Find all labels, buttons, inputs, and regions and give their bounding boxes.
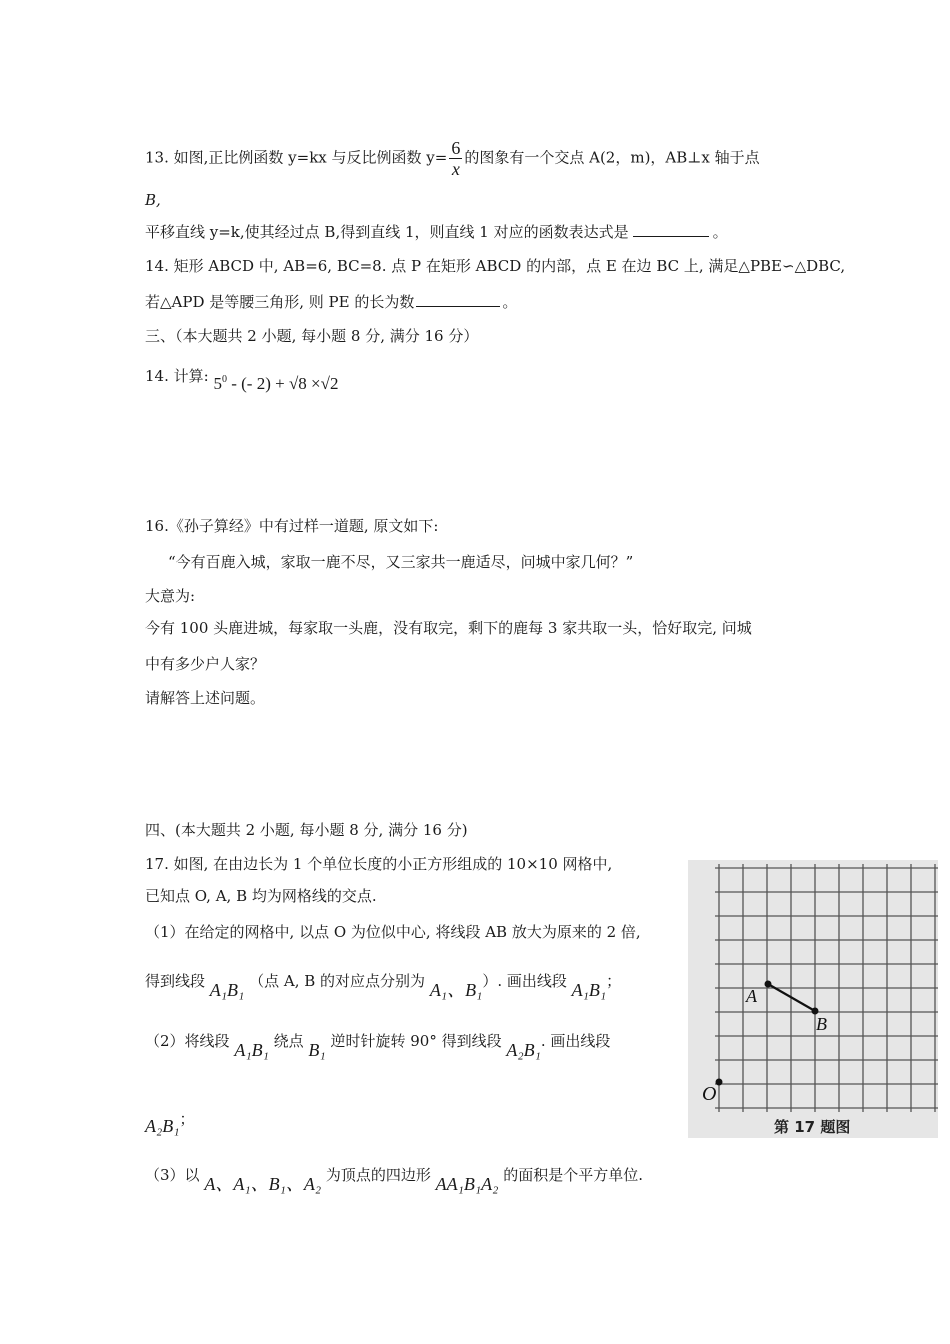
q17-p1-text2: （点 A, B 的对应点分别为 <box>249 972 426 990</box>
point-O <box>716 1079 723 1086</box>
label-A: A <box>746 986 757 1006</box>
q13-fraction <box>449 138 462 179</box>
q17-p1-A1B1: A₁B₁ <box>209 980 245 1000</box>
q14b-expression <box>213 374 338 393</box>
q14b-expr-rest: - (- 2) + √8 ×√2 <box>226 374 339 393</box>
q13-answer-blank <box>633 222 709 237</box>
figure-caption: 第 17 题图 <box>774 1118 851 1136</box>
q17-part1-line1: （1）在给定的网格中, 以点 O 为位似中心, 将线段 AB 放大为原来的 2 倍, <box>145 923 641 941</box>
q13-line2: B, <box>145 191 161 209</box>
section4-heading: 四、(本大题共 2 小题, 每小题 8 分, 满分 16 分) <box>145 821 468 839</box>
q14a-line2-end: 。 <box>502 293 518 311</box>
section3-heading: 三、（本大题共 2 小题, 每小题 8 分, 满分 16 分） <box>145 327 479 345</box>
q17-p2-A2B1: A₂B₁ <box>506 1040 541 1060</box>
q17-figure <box>688 860 938 1138</box>
q17-p2-B1: B₁ <box>308 1040 326 1060</box>
q17-p2-text1: （2）将线段 <box>145 1032 230 1050</box>
q17-p2-A1B1: A₁B₁ <box>234 1040 269 1060</box>
q17-part2-line1 <box>145 1030 611 1060</box>
q17-p2-end: ； <box>179 1110 195 1128</box>
q17-part3-line <box>145 1164 643 1194</box>
q17-p1-A1B1-2: A₁B₁ <box>571 980 607 1000</box>
q14a-line2-text: 若△APD 是等腰三角形, 则 PE 的长为数 <box>145 293 415 311</box>
label-B: B <box>816 1014 827 1034</box>
q17-p2-text4: . 画出线段 <box>540 1032 611 1050</box>
q16-line1: 16.《孙子算经》中有过样一道题, 原文如下: <box>145 517 439 535</box>
q17-line1: 17. 如图, 在由边长为 1 个单位长度的小正方形组成的 10×10 网格中, <box>145 855 613 873</box>
q17-p1-A1-B1: A₁、B₁ <box>429 980 483 1000</box>
q17-p1-text3: ）. 画出线段 <box>482 972 567 990</box>
q14b-expr-base: 5 <box>213 374 222 393</box>
grid-figure-svg <box>688 860 938 1138</box>
q14b-expr-exponent: 0 <box>221 374 227 385</box>
label-O: O <box>702 1083 717 1105</box>
q16-instruction: 请解答上述问题。 <box>145 689 266 707</box>
q17-p3-text3: 的面积是个平方单位. <box>503 1166 643 1184</box>
q13-line3 <box>145 222 728 242</box>
q17-p1-text4: ； <box>606 972 622 990</box>
q17-line2: 已知点 O, A, B 均为网格线的交点. <box>145 887 377 905</box>
q14b-line <box>145 362 339 393</box>
q14a-line1: 14. 矩形 ABCD 中, AB=6, BC=8. 点 P 在矩形 ABCD 的内部，点 E 在边 BC 上, 满足△PBE∽△DBC, <box>145 257 846 275</box>
figure-background <box>688 860 938 1138</box>
q13-line3-end: 。 <box>712 223 728 241</box>
q17-p3-text1: （3）以 <box>145 1166 200 1184</box>
q14a-line2 <box>145 292 517 312</box>
q16-meaning2: 中有多少户人家？ <box>145 655 266 673</box>
q17-p3-text2: 为顶点的四边形 <box>325 1166 431 1184</box>
q16-meaning1: 今有 100 头鹿进城，每家取一头鹿，没有取完，剩下的鹿每 3 家共取一头，恰好取完, 问城 <box>145 619 752 637</box>
q13-text-b: 的图象有一个交点 A(2，m)，AB⊥x 轴于点 <box>464 148 760 167</box>
q16-quote: “今有百鹿入城，家取一鹿不尽，又三家共一鹿适尽，问城中家几何？” <box>168 553 634 571</box>
q17-p3-vertices: A、A₁、B₁、A₂ <box>204 1174 322 1194</box>
point-A <box>765 981 772 988</box>
q14b-label: 14. 计算: <box>145 367 209 385</box>
q13-line1 <box>145 138 760 179</box>
q13-text-a: 13. 如图,正比例函数 y=kx 与反比例函数 y= <box>145 148 448 167</box>
q17-p1-text1: 得到线段 <box>145 972 206 990</box>
q17-part2-line2 <box>145 1110 195 1137</box>
q17-p2-text2: 绕点 <box>273 1032 304 1050</box>
q16-meaning-label: 大意为: <box>145 587 196 605</box>
q14a-answer-blank <box>416 292 500 307</box>
q13-line3-text: 平移直线 y=k,使其经过点 B,得到直线 1，则直线 1 对应的函数表达式是 <box>145 223 629 241</box>
q17-part1-line2 <box>145 970 622 1000</box>
q13-frac-den: x <box>451 159 460 179</box>
q13-frac-num: 6 <box>451 138 461 158</box>
q17-p2-A2B1-2: A₂B₁ <box>145 1116 180 1136</box>
q17-p2-text3: 逆时针旋转 90° 得到线段 <box>330 1032 502 1050</box>
q17-p3-quad: AA₁B₁A₂ <box>435 1174 499 1194</box>
